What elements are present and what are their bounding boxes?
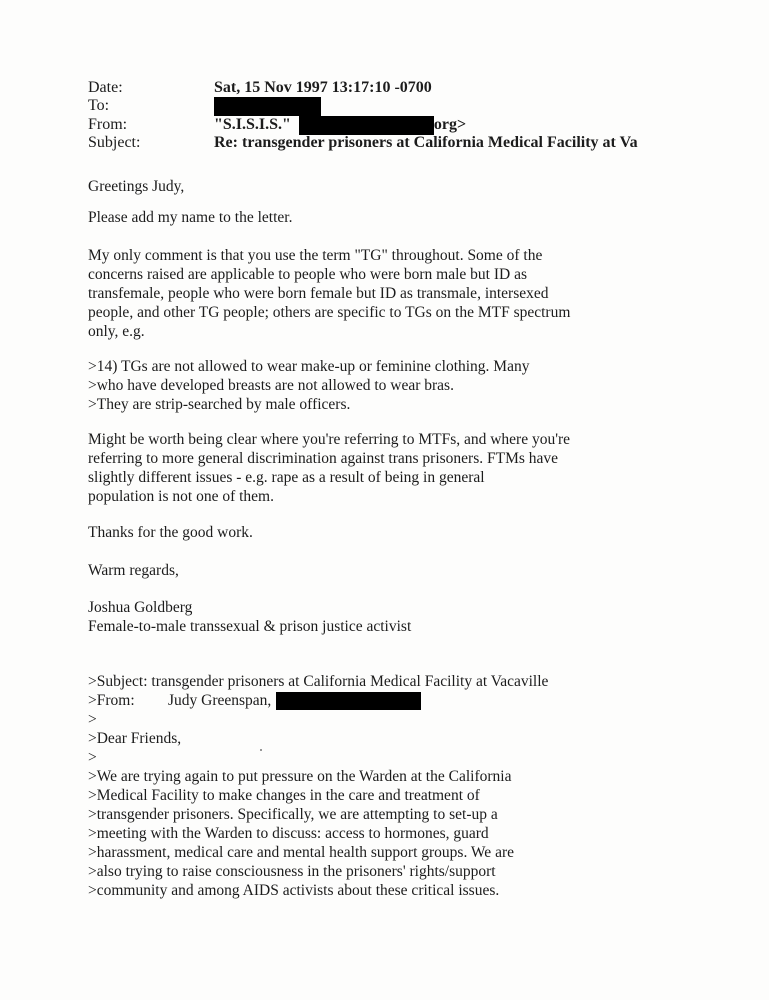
to-label: To: — [88, 97, 110, 114]
quoted-message-line: >also trying to raise consciousness in the prisoners' rights/support — [88, 863, 496, 881]
quoted-subject-line: >Subject: transgender prisoners at California Medical Facility at Vacaville — [88, 673, 549, 690]
quoted-blank-line: > — [88, 711, 97, 729]
quoted-from-label: >From: — [88, 692, 135, 709]
comment-line: concerns raised are applicable to people who were born male but ID as — [88, 266, 527, 283]
quoted-point-line: >They are strip-searched by male officers. — [88, 396, 351, 413]
date-value: Sat, 15 Nov 1997 13:17:10 -0700 — [214, 79, 432, 96]
suggestion-paragraph — [88, 430, 708, 506]
quoted-message-line: >Medical Facility to make changes in the care and treatment of — [88, 787, 480, 805]
redaction-to — [214, 97, 321, 116]
quoted-point-line: >14) TGs are not allowed to wear make-up or feminine clothing. Many — [88, 358, 530, 375]
suggestion-line: referring to more general discrimination against trans prisoners. FTMs have — [88, 450, 559, 467]
comment-paragraph — [88, 246, 708, 341]
suggestion-line: population is not one of them. — [88, 488, 274, 505]
quoted-blank-line: > — [88, 749, 97, 767]
subject-value: Re: transgender prisoners at California Medical Facility at Va — [214, 134, 638, 151]
redaction-from — [299, 116, 434, 135]
from-value — [214, 115, 466, 135]
quoted-message-line: >community and among AIDS activists about these critical issues. — [88, 882, 500, 900]
redaction-quoted-from — [276, 692, 421, 710]
date-label: Date: — [88, 79, 123, 96]
quoted-point-paragraph — [88, 357, 708, 414]
quoted-message-line: >transgender prisoners. Specifically, we are attempting to set-up a — [88, 806, 498, 824]
quoted-salutation: >Dear Friends, — [88, 730, 182, 748]
to-value — [214, 96, 321, 116]
comment-line: My only comment is that you use the term "TG" throughout. Some of the — [88, 247, 543, 264]
closing-line: Warm regards, — [88, 562, 179, 579]
from-value-suffix: org> — [433, 116, 467, 133]
quoted-message-line: >harassment, medical care and mental health support groups. We are — [88, 844, 514, 862]
suggestion-line: slightly different issues - e.g. rape as a result of being in general — [88, 469, 485, 486]
signature-name: Joshua Goldberg — [88, 599, 193, 616]
quoted-message-line: >We are trying again to put pressure on the Warden at the California — [88, 768, 512, 786]
subject-label: Subject: — [88, 134, 141, 151]
quoted-message — [88, 672, 768, 900]
comment-line: only, e.g. — [88, 323, 145, 340]
scan-speck — [260, 749, 262, 751]
from-label: From: — [88, 116, 128, 133]
quoted-message-line: >meeting with the Warden to discuss: access to hormones, guard — [88, 825, 489, 843]
comment-line: people, and other TG people; others are specific to TGs on the MTF spectrum — [88, 304, 571, 321]
from-value-prefix: "S.I.S.I.S." — [214, 116, 291, 133]
quoted-point-line: >who have developed breasts are not allowed to wear bras. — [88, 377, 454, 394]
request-paragraph: Please add my name to the letter. — [88, 209, 293, 226]
greeting: Greetings Judy, — [88, 178, 185, 195]
quoted-from-name: Judy Greenspan, — [168, 692, 272, 709]
comment-line: transfemale, people who were born female but ID as transmale, intersexed — [88, 285, 549, 302]
signature-title: Female-to-male transsexual & prison justice activist — [88, 618, 412, 635]
suggestion-line: Might be worth being clear where you're referring to MTFs, and where you're — [88, 431, 571, 448]
thanks-line: Thanks for the good work. — [88, 524, 253, 541]
signature — [88, 598, 708, 636]
quoted-from-line — [88, 691, 768, 710]
